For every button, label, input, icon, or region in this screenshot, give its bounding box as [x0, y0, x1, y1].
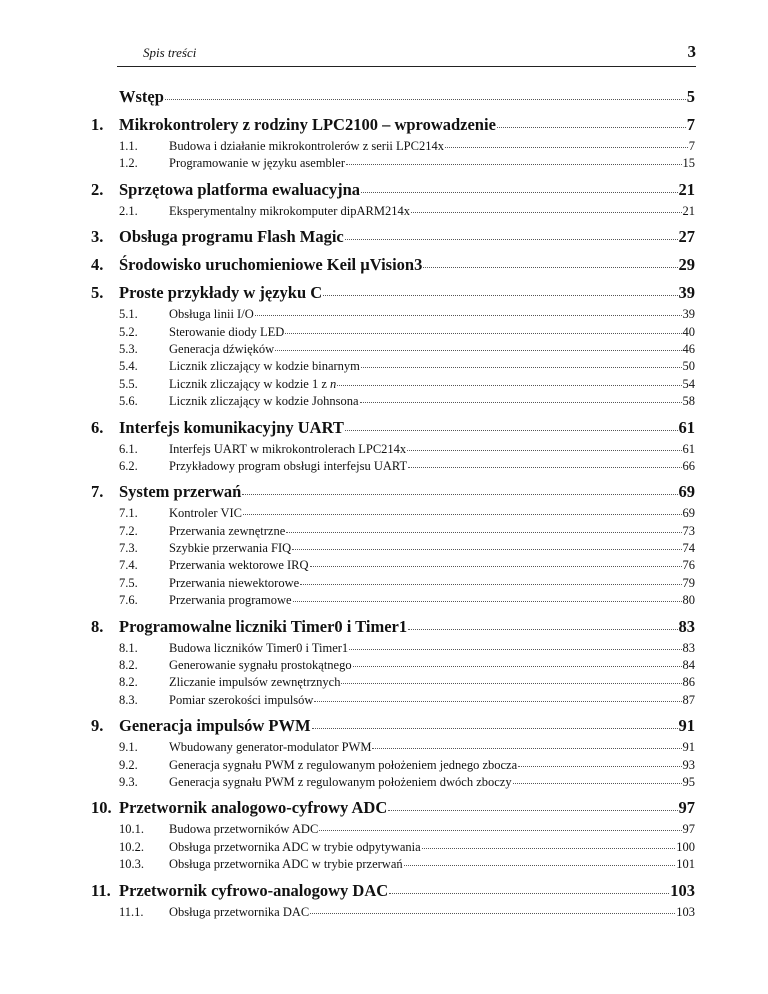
dot-leader	[513, 782, 682, 784]
toc-section-9-1[interactable]	[91, 739, 695, 756]
header-rule	[117, 66, 696, 67]
dot-leader	[323, 294, 677, 296]
toc-section-1-2[interactable]	[91, 155, 695, 172]
toc-section-5-5[interactable]	[91, 376, 695, 393]
toc-section-7-5[interactable]	[91, 575, 695, 592]
dot-leader	[345, 429, 678, 431]
toc-entry-page: 100	[676, 839, 695, 854]
toc-section-8-3[interactable]	[91, 674, 695, 691]
dot-leader	[408, 628, 677, 630]
toc-chapter-7[interactable]	[91, 481, 695, 503]
dot-leader	[411, 211, 682, 213]
toc-entry-title: Kontroler VIC	[169, 506, 243, 521]
toc-entry-number: 1.	[91, 115, 104, 134]
toc-entry-title: Budowa przetworników ADC	[169, 822, 319, 837]
dot-leader	[353, 665, 682, 667]
dot-leader	[404, 864, 676, 866]
toc-section-9-3[interactable]	[91, 774, 695, 791]
toc-entry-title: Obsługa linii I/O	[169, 307, 254, 322]
toc-entry-number: 10.2.	[119, 839, 144, 854]
toc-entry-title: Programowalne liczniki Timer0 i Timer1	[119, 616, 408, 636]
dot-leader	[293, 600, 682, 602]
toc-section-5-1[interactable]	[91, 306, 695, 323]
toc-section-7-3[interactable]	[91, 540, 695, 557]
toc-entry-number: 8.	[91, 616, 104, 636]
toc-entry-number: 9.2.	[119, 757, 138, 772]
toc-entry-page: 39	[682, 307, 695, 322]
dot-leader	[275, 349, 681, 351]
toc-entry-number: 11.1.	[119, 904, 144, 919]
toc-entry-page: 95	[682, 774, 695, 789]
toc-entry-page: 50	[682, 359, 695, 374]
toc-entry-page: 91	[678, 716, 695, 736]
toc-entry-title: Eksperymentalny mikrokomputer dipARM214x	[169, 203, 410, 218]
toc-entry-page: 80	[682, 593, 695, 608]
toc-entry-title: Obsługa przetwornika ADC w trybie odpytywania	[169, 839, 421, 854]
toc-entry-page: 61	[678, 417, 695, 437]
toc-entry-page: 91	[682, 740, 695, 755]
toc-entry-intro[interactable]	[91, 86, 695, 108]
toc-entry-number: 7.4.	[119, 558, 138, 573]
toc-entry-page: 66	[682, 458, 695, 473]
toc-chapter-6[interactable]	[91, 417, 695, 439]
toc-entry-title: Generacja sygnału PWM z regulowanym położeniem jednego zbocza	[169, 757, 518, 772]
toc-entry-number: 7.1.	[119, 506, 138, 521]
toc-entry-number: 4.	[91, 255, 104, 275]
toc-entry-number: 5.3.	[119, 341, 138, 356]
dot-leader	[255, 314, 682, 316]
dot-leader	[314, 700, 681, 702]
toc-entry-number: 3.	[91, 227, 104, 247]
dot-leader	[310, 912, 675, 914]
toc-entry-number: 9.1.	[119, 740, 138, 755]
toc-section-7-6[interactable]	[91, 592, 695, 609]
dot-leader	[389, 892, 669, 894]
toc-entry-number: 7.6.	[119, 593, 138, 608]
dot-leader	[423, 266, 677, 268]
dot-leader	[312, 727, 678, 729]
dot-leader	[497, 126, 686, 128]
dot-leader	[300, 583, 681, 585]
toc-entry-number: 8.3.	[119, 692, 138, 707]
toc-entry-page: 101	[676, 857, 695, 872]
toc-entry-number: 1.2.	[119, 156, 138, 171]
toc-entry-page: 83	[682, 640, 695, 655]
toc-entry-title: Przerwania programowe	[169, 593, 292, 608]
toc-chapter-3[interactable]	[91, 226, 695, 248]
running-header-title: Spis treści	[143, 45, 197, 60]
toc-entry-page: 74	[682, 541, 695, 556]
toc-entry-title: Przykładowy program obsługi interfejsu UART	[169, 458, 408, 473]
toc-entry-title: Licznik zliczający w kodzie Johnsona	[169, 394, 359, 409]
toc-entry-number: 7.5.	[119, 575, 138, 590]
toc-entry-title: Obsługa programu Flash Magic	[119, 227, 344, 247]
dot-leader	[341, 682, 681, 684]
toc-section-8-1[interactable]	[91, 640, 695, 657]
toc-entry-number: 8.2.	[119, 675, 138, 690]
toc-entry-page: 86	[682, 675, 695, 690]
toc-entry-title: Pomiar szerokości impulsów	[169, 692, 314, 707]
toc-entry-title: Wstęp	[119, 87, 164, 106]
dot-leader	[360, 401, 682, 403]
toc-entry-title: Wbudowany generator-modulator PWM	[169, 740, 372, 755]
dot-leader	[286, 531, 681, 533]
dot-leader	[372, 747, 681, 749]
toc-section-8-4[interactable]	[91, 692, 695, 709]
dot-leader	[242, 493, 677, 495]
toc-entry-number: 7.	[91, 482, 104, 502]
toc-entry-page: 61	[682, 441, 695, 456]
toc-entry-title: Programowanie w języku asembler	[169, 156, 345, 171]
toc-chapter-4[interactable]	[91, 254, 695, 276]
toc-entry-title: Budowa i działanie mikrokontrolerów z serii LPC214x	[169, 139, 444, 153]
toc-section-7-1[interactable]	[91, 505, 695, 522]
dot-leader	[319, 829, 681, 831]
toc-chapter-9[interactable]	[91, 715, 695, 737]
toc-entry-page: 103	[676, 904, 695, 919]
toc-section-10-2[interactable]	[91, 839, 695, 856]
toc-entry-title: Interfejs komunikacyjny UART	[119, 417, 344, 437]
dot-leader	[345, 238, 678, 240]
dot-leader	[165, 98, 686, 100]
toc-entry-number: 5.2.	[119, 324, 138, 339]
toc-entry-title: Obsługa przetwornika ADC w trybie przerwań	[169, 857, 403, 872]
dot-leader	[346, 163, 682, 165]
toc-entry-number: 11.	[91, 880, 111, 900]
toc-entry-number: 6.	[91, 417, 104, 437]
toc-entry-page: 21	[678, 179, 695, 199]
toc-entry-title: Przerwania niewektorowe	[169, 575, 300, 590]
toc-entry-number: 8.2.	[119, 658, 138, 673]
toc-entry-number: 5.4.	[119, 359, 138, 374]
toc-entry-page: 7	[688, 139, 695, 153]
toc-entry-number: 5.5.	[119, 376, 138, 391]
toc-chapter-1[interactable]	[91, 114, 695, 136]
toc-section-10-1[interactable]	[91, 821, 695, 838]
dot-leader	[407, 449, 681, 451]
toc-entry-number: 6.1.	[119, 441, 138, 456]
toc-section-10-3[interactable]	[91, 856, 695, 873]
toc-entry-page: 29	[678, 255, 695, 275]
toc-section-8-2[interactable]	[91, 657, 695, 674]
toc-section-7-4[interactable]	[91, 557, 695, 574]
toc-entry-number: 10.1.	[119, 822, 144, 837]
table-of-contents	[91, 86, 695, 921]
toc-section-7-2[interactable]	[91, 523, 695, 540]
toc-chapter-10[interactable]	[91, 797, 695, 819]
toc-section-11-1[interactable]	[91, 904, 695, 921]
toc-section-5-4[interactable]	[91, 358, 695, 375]
dot-leader	[310, 565, 682, 567]
toc-entry-title: Licznik zliczający w kodzie 1 z n	[169, 376, 337, 391]
toc-entry-title: Generacja sygnału PWM z regulowanym położeniem dwóch zboczy	[169, 774, 512, 789]
toc-entry-title: System przerwań	[119, 482, 242, 502]
toc-chapter-8[interactable]	[91, 616, 695, 638]
toc-entry-title: Generacja impulsów PWM	[119, 716, 311, 736]
toc-entry-page: 7	[686, 115, 695, 134]
dot-leader	[422, 847, 676, 849]
toc-entry-page: 39	[678, 283, 695, 303]
toc-entry-page: 97	[682, 822, 695, 837]
toc-entry-number: 5.6.	[119, 394, 138, 409]
dot-leader	[388, 809, 677, 811]
toc-section-5-6[interactable]	[91, 393, 695, 410]
toc-entry-title: Sterowanie diody LED	[169, 324, 285, 339]
toc-entry-number: 2.	[91, 179, 104, 199]
toc-entry-page: 79	[682, 575, 695, 590]
toc-entry-title: Mikrokontrolery z rodziny LPC2100 – wprowadzenie	[119, 115, 496, 134]
toc-entry-number: 7.3.	[119, 541, 138, 556]
running-header	[117, 42, 696, 64]
toc-entry-number: 1.1.	[119, 139, 138, 153]
toc-entry-number: 5.1.	[119, 307, 138, 322]
toc-section-6-1[interactable]	[91, 441, 695, 458]
toc-section-6-2[interactable]	[91, 458, 695, 475]
toc-entry-title: Budowa liczników Timer0 i Timer1	[169, 640, 349, 655]
dot-leader	[518, 765, 681, 767]
toc-entry-page: 21	[682, 203, 695, 218]
toc-section-9-2[interactable]	[91, 757, 695, 774]
toc-entry-number: 7.2.	[119, 523, 138, 538]
toc-entry-title: Szybkie przerwania FIQ	[169, 541, 292, 556]
dot-leader	[292, 548, 681, 550]
toc-entry-title: Proste przykłady w języku C	[119, 283, 323, 303]
toc-entry-page: 69	[682, 506, 695, 521]
dot-leader	[361, 191, 677, 193]
toc-entry-number: 5.	[91, 283, 104, 303]
toc-entry-page: 54	[682, 376, 695, 391]
toc-entry-title: Obsługa przetwornika DAC	[169, 904, 310, 919]
dot-leader	[408, 466, 681, 468]
dot-leader	[243, 513, 681, 515]
toc-entry-title: Przerwania wektorowe IRQ	[169, 558, 309, 573]
toc-entry-page: 97	[678, 798, 695, 818]
dot-leader	[337, 384, 681, 386]
toc-entry-page: 73	[682, 523, 695, 538]
toc-section-5-2[interactable]	[91, 324, 695, 341]
toc-entry-title: Sprzętowa platforma ewaluacyjna	[119, 179, 361, 199]
toc-entry-title: Przerwania zewnętrzne	[169, 523, 286, 538]
toc-entry-title: Interfejs UART w mikrokontrolerach LPC214x	[169, 441, 407, 456]
toc-entry-number: 9.3.	[119, 774, 138, 789]
toc-entry-page: 15	[682, 156, 695, 171]
toc-entry-title: Licznik zliczający w kodzie binarnym	[169, 359, 360, 374]
toc-entry-title: Środowisko uruchomieniowe Keil µVision3	[119, 255, 423, 275]
toc-chapter-2[interactable]	[91, 179, 695, 201]
dot-leader	[361, 366, 682, 368]
toc-entry-page: 40	[682, 324, 695, 339]
toc-section-2-1[interactable]	[91, 203, 695, 220]
toc-entry-number: 2.1.	[119, 203, 138, 218]
toc-section-5-3[interactable]	[91, 341, 695, 358]
toc-entry-title: Przetwornik analogowo-cyfrowy ADC	[119, 798, 388, 818]
toc-entry-number: 6.2.	[119, 458, 138, 473]
toc-entry-page: 58	[682, 394, 695, 409]
dot-leader	[285, 332, 681, 334]
toc-chapter-5[interactable]	[91, 282, 695, 304]
toc-chapter-11[interactable]	[91, 880, 695, 902]
toc-entry-number: 10.	[91, 798, 112, 818]
toc-section-1-1[interactable]	[91, 138, 695, 155]
toc-entry-title: Zliczanie impulsów zewnętrznych	[169, 675, 341, 690]
toc-entry-number: 9.	[91, 716, 104, 736]
toc-entry-page: 5	[686, 87, 695, 106]
toc-entry-title: Generowanie sygnału prostokątnego	[169, 658, 352, 673]
toc-entry-number: 10.3.	[119, 857, 144, 872]
toc-entry-page: 69	[678, 482, 695, 502]
toc-entry-page: 46	[682, 341, 695, 356]
toc-entry-page: 27	[678, 227, 695, 247]
toc-entry-number: 8.1.	[119, 640, 138, 655]
toc-entry-page: 87	[682, 692, 695, 707]
toc-entry-page: 76	[682, 558, 695, 573]
toc-entry-page: 103	[670, 880, 695, 900]
toc-entry-page: 84	[682, 658, 695, 673]
dot-leader	[445, 146, 688, 148]
toc-entry-page: 83	[678, 616, 695, 636]
dot-leader	[349, 648, 681, 650]
toc-entry-title: Generacja dźwięków	[169, 341, 275, 356]
toc-entry-title: Przetwornik cyfrowo-analogowy DAC	[119, 880, 389, 900]
page-number: 3	[687, 42, 696, 61]
toc-entry-page: 93	[682, 757, 695, 772]
